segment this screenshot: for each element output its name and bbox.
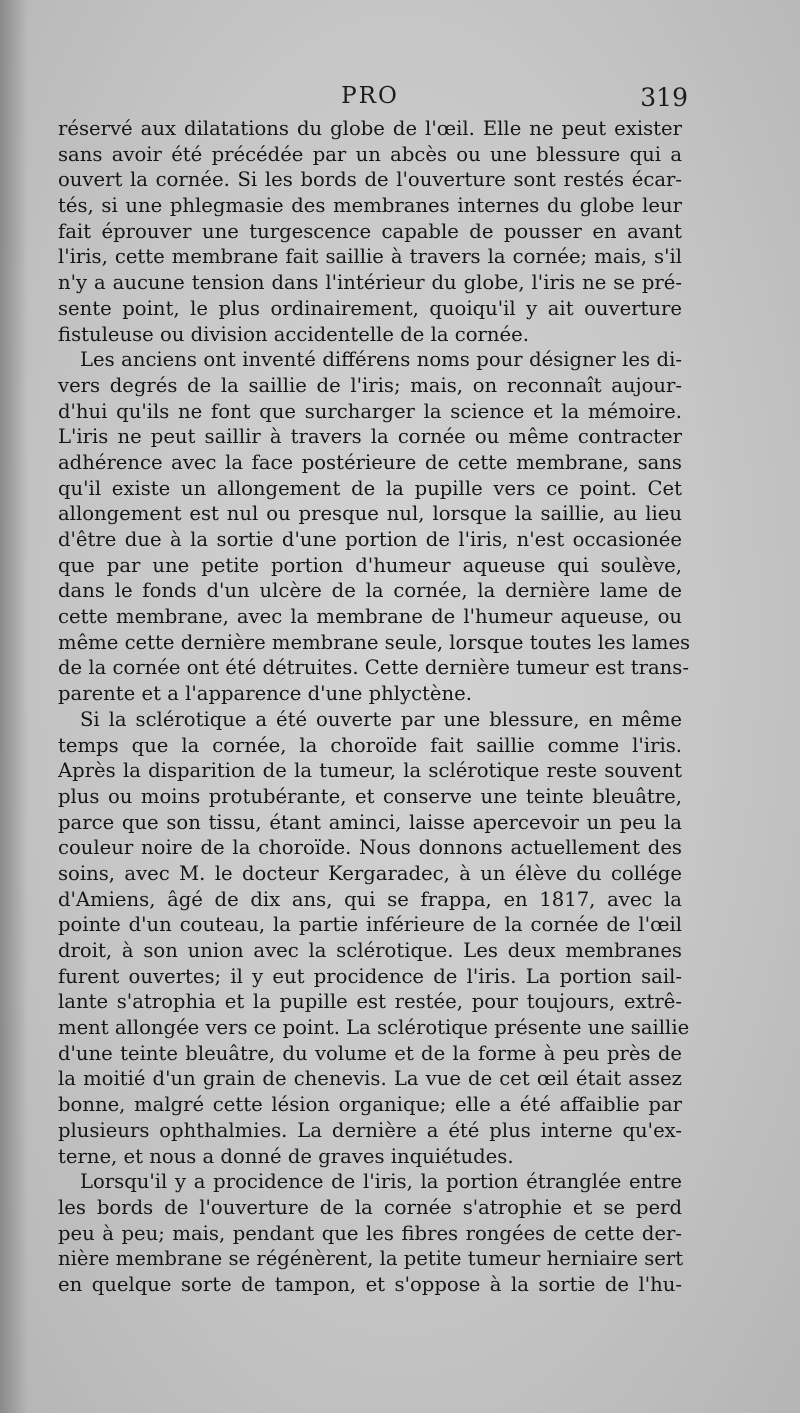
text-line: même cette dernière membrane seule, lorsque toutes les lames <box>58 630 691 654</box>
text-line: bonne, malgré cette lésion organique; elle a été affaiblie par <box>58 1093 682 1117</box>
text-line: soins, avec M. le docteur Kergaradec, à un élève du collége <box>58 861 682 885</box>
text-line: allongement est nul ou presque nul, lorsque la saillie, au lieu <box>58 502 682 526</box>
page-number: 319 <box>640 83 688 112</box>
text-line: droit, à son union avec la sclérotique. Les deux membranes <box>58 939 682 962</box>
text-line: l'iris, cette membrane fait saillie à travers la cornée; mais, s'il <box>58 245 682 269</box>
text-line: en quelque sorte de tampon, et s'oppose à la sortie de l'hu- <box>58 1272 682 1296</box>
text-line: vers degrés de la saillie de l'iris; mais, on reconnaît aujour- <box>58 373 682 397</box>
text-line: pointe d'un couteau, la partie inférieure de la cornée de l'œil <box>58 913 682 937</box>
text-line: ment allongée vers ce point. La sclérotique présente une saillie <box>58 1016 690 1040</box>
text-line: d'être due à la sortie d'une portion de l'iris, n'est occasionée <box>58 528 682 551</box>
text-line: réservé aux dilatations du globe de l'œil. Elle ne peut exister <box>58 117 682 140</box>
text-line: n'y a aucune tension dans l'intérieur du globe, l'iris ne se pré- <box>58 271 682 295</box>
text-line: furent ouvertes; il y eut procidence de l'iris. La portion sail- <box>58 964 682 988</box>
text-line: sente point, le plus ordinairement, quoiqu'il y ait ouverture <box>58 296 682 320</box>
text-line: la moitié d'un grain de chenevis. La vue de cet œil était assez <box>58 1067 682 1091</box>
text-line: de la cornée ont été détruites. Cette dernière tumeur est trans- <box>58 656 689 680</box>
text-line: fistuleuse ou division accidentelle de la cornée. <box>58 322 529 346</box>
text-line: parente et a l'apparence d'une phlyctène. <box>58 682 472 706</box>
text-line: couleur noire de la choroïde. Nous donnons actuellement des <box>58 836 682 860</box>
text-line: tés, si une phlegmasie des membranes internes du globe leur <box>58 194 682 218</box>
text-line: les bords de l'ouverture de la cornée s'atrophie et se perd <box>58 1195 682 1219</box>
text-line: lante s'atrophia et la pupille est restée, pour toujours, extrê- <box>58 990 682 1014</box>
text-line: d'Amiens, âgé de dix ans, qui se frappa, en 1817, avec la <box>58 887 682 911</box>
text-line: L'iris ne peut saillir à travers la cornée ou même contracter <box>58 425 682 449</box>
text-line: cette membrane, avec la membrane de l'humeur aqueuse, ou <box>58 605 682 629</box>
text-line: d'une teinte bleuâtre, du volume et de la forme à peu près de <box>58 1041 682 1065</box>
text-line: terne, et nous a donné de graves inquiétudes. <box>58 1144 514 1168</box>
text-line: fait éprouver une turgescence capable de pousser en avant <box>58 219 682 243</box>
text-line: d'hui qu'ils ne font que surcharger la science et la mémoire. <box>58 399 682 423</box>
paragraph-start: Lorsqu'il y a procidence de l'iris, la portion étranglée entre <box>80 1170 682 1194</box>
text-line: que par une petite portion d'humeur aqueuse qui soulève, <box>58 553 682 577</box>
text-line: parce que son tissu, étant aminci, laisse apercevoir un peu la <box>58 810 682 834</box>
text-line: dans le fonds d'un ulcère de la cornée, la dernière lame de <box>58 579 682 603</box>
text-line: plusieurs ophthalmies. La dernière a été plus interne qu'ex- <box>58 1118 682 1142</box>
text-line: adhérence avec la face postérieure de cette membrane, sans <box>58 450 682 474</box>
text-line: sans avoir été précédée par un abcès ou une blessure qui a <box>58 142 682 166</box>
text-line: temps que la cornée, la choroïde fait saillie comme l'iris. <box>58 733 682 757</box>
paragraph-start: Si la sclérotique a été ouverte par une blessure, en même <box>80 707 682 731</box>
text-line: plus ou moins protubérante, et conserve une teinte bleuâtre, <box>58 784 682 808</box>
running-head: PRO <box>341 83 399 109</box>
text-line: nière membrane se régénèrent, la petite tumeur herniaire sert <box>58 1247 684 1271</box>
text-line: qu'il existe un allongement de la pupille vers ce point. Cet <box>58 476 682 500</box>
paragraph-start: Les anciens ont inventé différens noms pour désigner les di- <box>80 348 682 372</box>
text-line: peu à peu; mais, pendant que les fibres rongées de cette der- <box>58 1221 682 1245</box>
body-text <box>58 116 691 1298</box>
text-line: ouvert la cornée. Si les bords de l'ouverture sont restés écar- <box>58 168 682 192</box>
text-line: Après la disparition de la tumeur, la sclérotique reste souvent <box>58 759 682 783</box>
